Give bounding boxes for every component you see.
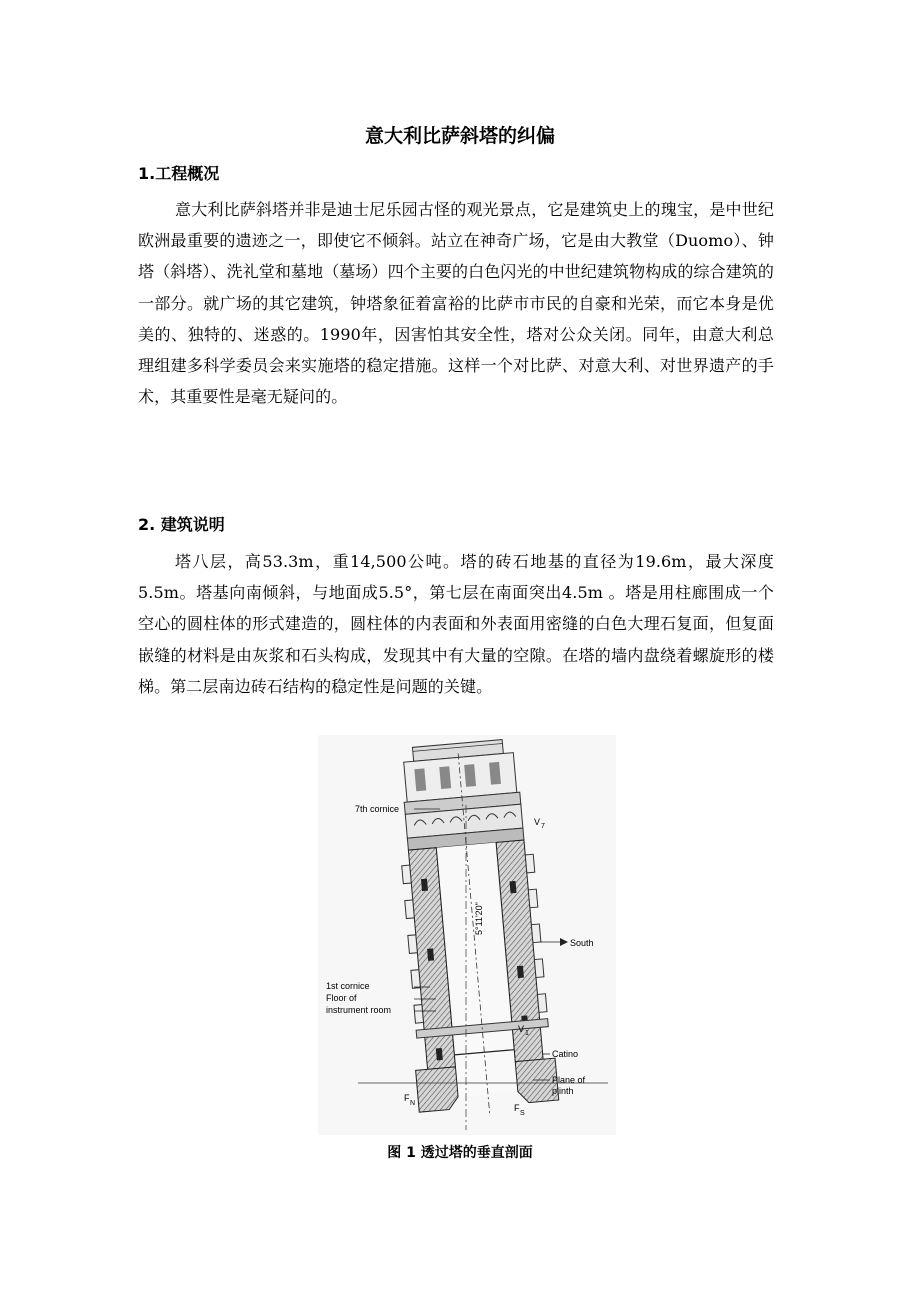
label-fn-sub: N — [410, 1100, 416, 1107]
north-foundation — [416, 1067, 460, 1112]
section-1-heading: 1.工程概况 — [138, 164, 220, 183]
section-2-paragraph: 塔八层，高53.3m，重14,500公吨。塔的砖石地基的直径为19.6m，最大深度5.5m。塔基向南倾斜，与地面成5.5°，第七层在南面突出4.5m 。塔是用柱廊围成一个空心的圆柱体的形式建造的，圆柱体的内表面和外表面用密缝的白色大理石复面，但复面嵌缝的材料是由灰浆和石头构成，发现其中有大量的空隙。在塔的墙内盘绕着螺旋形的楼梯。第二层南边砖石结构的稳定性是问题的关键。 — [138, 552, 774, 696]
label-instrument-room: instrument room — [326, 1005, 392, 1015]
label-v1: V — [518, 1024, 525, 1034]
label-floor-of: Floor of — [326, 993, 357, 1003]
section-2-heading: 2. 建筑说明 — [138, 515, 225, 534]
tower-section-figure — [318, 735, 616, 1135]
label-tilt-angle: 5°11'20" — [474, 902, 484, 935]
section-1-paragraph: 意大利比萨斜塔并非是迪士尼乐园古怪的观光景点，它是建筑史上的瑰宝，是中世纪欧洲最重要的遗迹之一，即使它不倾斜。站立在神奇广场，它是由大教堂（Duomo）、钟塔（斜塔）、洗礼堂和墓地（墓场）四个主要的白色闪光的中世纪建筑物构成的综合建筑的一部分。就广场的其它建筑，钟塔象征着富裕的比萨市市民的自豪和光荣，而它本身是优美的、独特的、迷惑的。1990年，因害怕其安全性，塔对公众关闭。同年，由意大利总理组建多科学委员会来实施塔的稳定措施。这样一个对比萨、对意大利、对世界遗产的手术，其重要性是毫无疑问的。 — [138, 200, 775, 407]
figure-caption: 图 1 透过塔的垂直剖面 — [387, 1145, 533, 1161]
label-v7-sub: 7 — [541, 823, 545, 830]
label-1st-cornice: 1st cornice — [326, 981, 370, 991]
label-fs: F — [514, 1103, 520, 1113]
tower-section-drawing — [318, 735, 616, 1135]
label-catino: Catino — [552, 1049, 579, 1059]
label-v7: V — [534, 817, 541, 827]
label-fn: F — [404, 1093, 410, 1103]
label-v1-sub: 1 — [525, 1030, 529, 1037]
label-plane-of: Plane of — [552, 1075, 586, 1085]
label-south: South — [570, 938, 594, 948]
document-title: 意大利比萨斜塔的纠偏 — [364, 125, 555, 147]
label-fs-sub: S — [520, 1110, 525, 1117]
label-7th-cornice: 7th cornice — [355, 804, 400, 814]
label-plinth: plinth — [552, 1086, 574, 1096]
